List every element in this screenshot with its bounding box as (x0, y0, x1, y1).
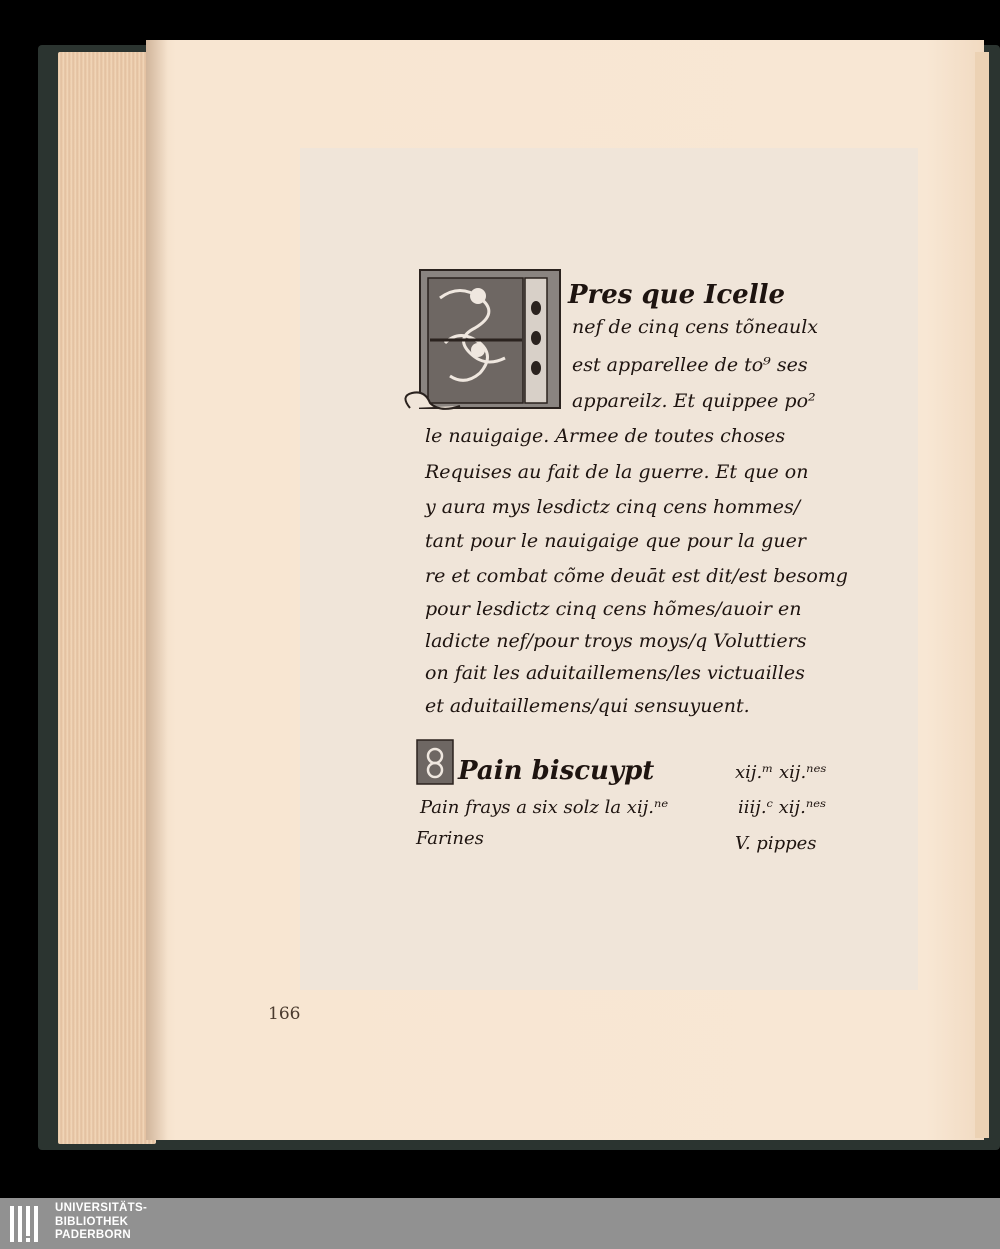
opening-line-0: Pres que Icelle (568, 280, 785, 310)
list-amount-0: xij.ᵐ xij.ⁿᵉˢ (735, 762, 827, 783)
opening-line-11: on fait les aduitaillemens/les victuailles (425, 662, 805, 684)
library-logo-icon (8, 1204, 46, 1244)
logo-line-0: UNIVERSITÄTS- (55, 1202, 148, 1214)
list-amount-1: iiij.ᶜ xij.ⁿᵉˢ (738, 797, 827, 818)
spine-shadow (146, 40, 168, 1140)
opening-line-4: le nauigaige. Armee de toutes choses (425, 425, 786, 447)
opening-line-3: appareilz. Et quippee po² (572, 390, 816, 412)
small-initial-icon (415, 738, 455, 786)
list-amount-2: V. pippes (735, 833, 817, 854)
opening-line-5: Requises au fait de la guerre. Et que on (425, 461, 809, 483)
opening-line-1: nef de cinq cens tõneaulx (572, 316, 818, 338)
list-item-2: Farines (416, 828, 484, 849)
logo-line-2: PADERBORN (55, 1229, 131, 1241)
footer-bar (0, 1198, 1000, 1249)
library-logo-text (55, 1202, 147, 1243)
page-number: 166 (268, 1004, 301, 1024)
illuminated-initial-icon (400, 268, 565, 413)
opening-line-6: y aura mys lesdictz cinq cens hommes/ (425, 496, 801, 518)
page-edges (58, 52, 156, 1144)
opening-line-2: est apparellee de to⁹ ses (572, 354, 808, 376)
opening-line-12: et aduitaillemens/qui sensuyuent. (425, 695, 750, 717)
list-item-0: Pain biscuypt (458, 756, 655, 786)
logo-line-1: BIBLIOTHEK (55, 1215, 129, 1228)
opening-line-10: ladicte nef/pour troys moys/q Voluttiers (425, 630, 807, 652)
list-item-1: Pain frays a six solz la xij.ⁿᵉ (420, 797, 669, 818)
facing-page-edge (975, 52, 989, 1138)
opening-line-7: tant pour le nauigaige que pour la guer (425, 530, 806, 552)
opening-line-8: re et combat cõme deuāt est dit/est besomg (425, 565, 848, 587)
opening-line-9: pour lesdictz cinq cens hõmes/auoir en (425, 598, 802, 620)
